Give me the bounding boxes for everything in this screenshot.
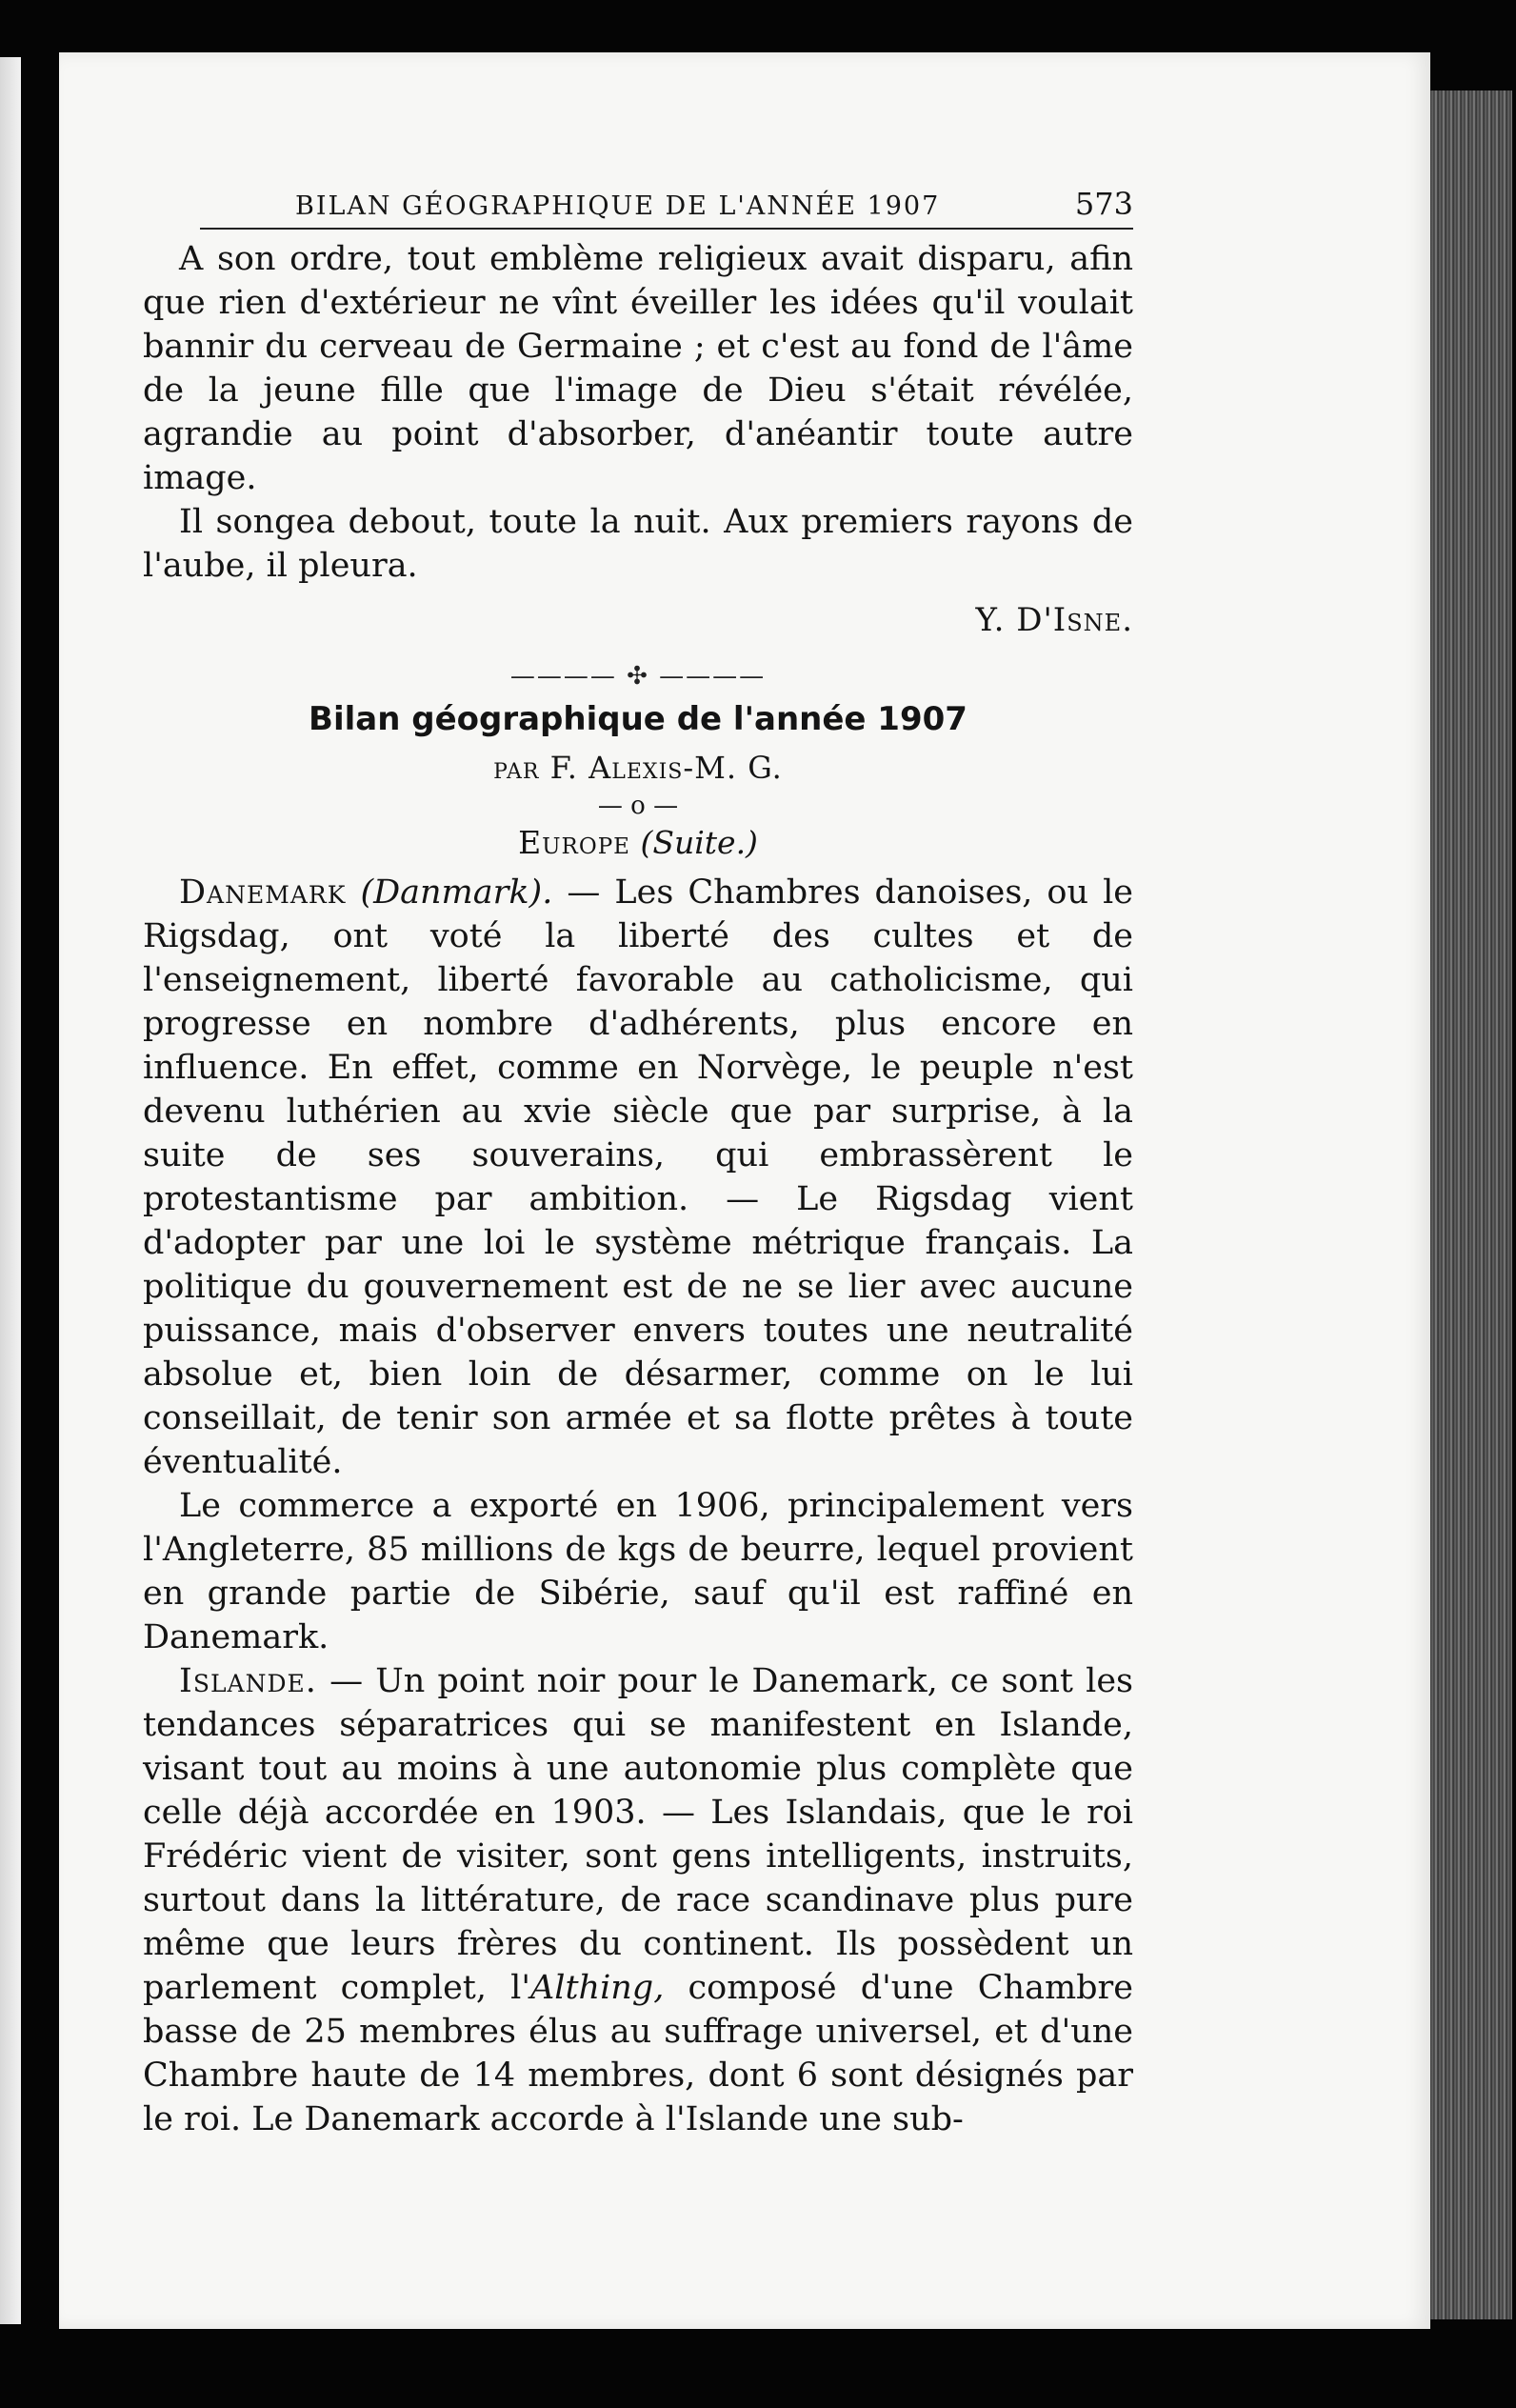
paragraph-commerce: Le commerce a exporté en 1906, principalement vers l'Angleterre, 85 millions de kgs de beurre, lequel provient en grande partie de Sibérie, sauf qu'il est raffiné en Danemark.: [143, 1487, 1133, 1656]
islande-text-2: composé d'une Chambre basse de 25 membres élus au suffrage universel, et d'une Chambre haute de 14 membres, dont 6 sont désignés par le roi. Le Danemark accorde à l'Islande une sub-: [143, 1969, 1133, 2138]
althing-term: Althing,: [530, 1969, 665, 2007]
islande-lead: Islande.: [179, 1662, 317, 1700]
separator-ornament: ———— ✣ ————: [509, 662, 767, 691]
page-number: 573: [1074, 186, 1133, 222]
story-signature: Y. D'Isne.: [975, 601, 1133, 639]
page-content: [143, 186, 1133, 2141]
running-head-title: BILAN GÉOGRAPHIQUE DE L'ANNÉE 1907: [295, 191, 941, 221]
running-head: [200, 186, 1133, 230]
small-separator: — o —: [597, 792, 679, 820]
paragraph-danemark: [143, 871, 1133, 1484]
book-page-edges: [1430, 90, 1512, 2319]
story-paragraph-2: Il songea debout, toute la nuit. Aux premiers rayons de l'aube, il pleura.: [143, 503, 1133, 585]
danemark-native-name: (Danmark).: [360, 873, 553, 912]
paragraph-islande: [143, 1659, 1133, 2141]
islande-text-1: — Un point noir pour le Danemark, ce sont les tendances séparatrices qui se manifestent en Islande, visant tout au moins à une autonomie plus complète que celle déjà accordée en 1903. — Les Islandais, que le roi Frédéric vient de visiter, sont gens intelligents, instruits, surtout dans la littérature, de race scandinave plus pure même que leurs frères du continent. Ils possèdent un parlement complet, l': [143, 1662, 1133, 2007]
article-byline: par F. Alexis-M. G.: [493, 750, 783, 786]
danemark-text: — Les Chambres danoises, ou le Rigsdag, ont voté la liberté des cultes et de l'enseignement, liberté favorable au catholicisme, qui progresse en nombre d'adhérents, plus encore en influence. En effet, comme en Norvège, le peuple n'est devenu luthérien au xvie siècle que par surprise, à la suite de ses souverains, qui embrassèrent le protestantisme par ambition. — Le Rigsdag vient d'adopter par une loi le système métrique français. La politique du gouvernement est de ne se lier avec aucune puissance, mais d'observer envers toutes une neutralité absolue et, bien loin de désarmer, comme on le lui conseillait, de tenir son armée et sa flotte prêtes à toute éventualité.: [143, 873, 1133, 1481]
danemark-lead: Danemark: [179, 873, 347, 912]
article-title: Bilan géographique de l'année 1907: [309, 700, 967, 738]
story-paragraph-1: A son ordre, tout emblème religieux avait disparu, afin que rien d'extérieur ne vînt éveiller les idées qu'il voulait bannir du cerveau de Germaine ; et c'est au fond de l'âme de la jeune fille que l'image de Dieu s'était révélée, agrandie au point d'absorber, d'anéantir toute autre image.: [143, 240, 1133, 497]
section-heading: [143, 824, 1133, 861]
section-suffix: (Suite.): [640, 824, 758, 861]
facing-page-edge: [0, 57, 21, 2324]
section-name: Europe: [518, 824, 630, 861]
